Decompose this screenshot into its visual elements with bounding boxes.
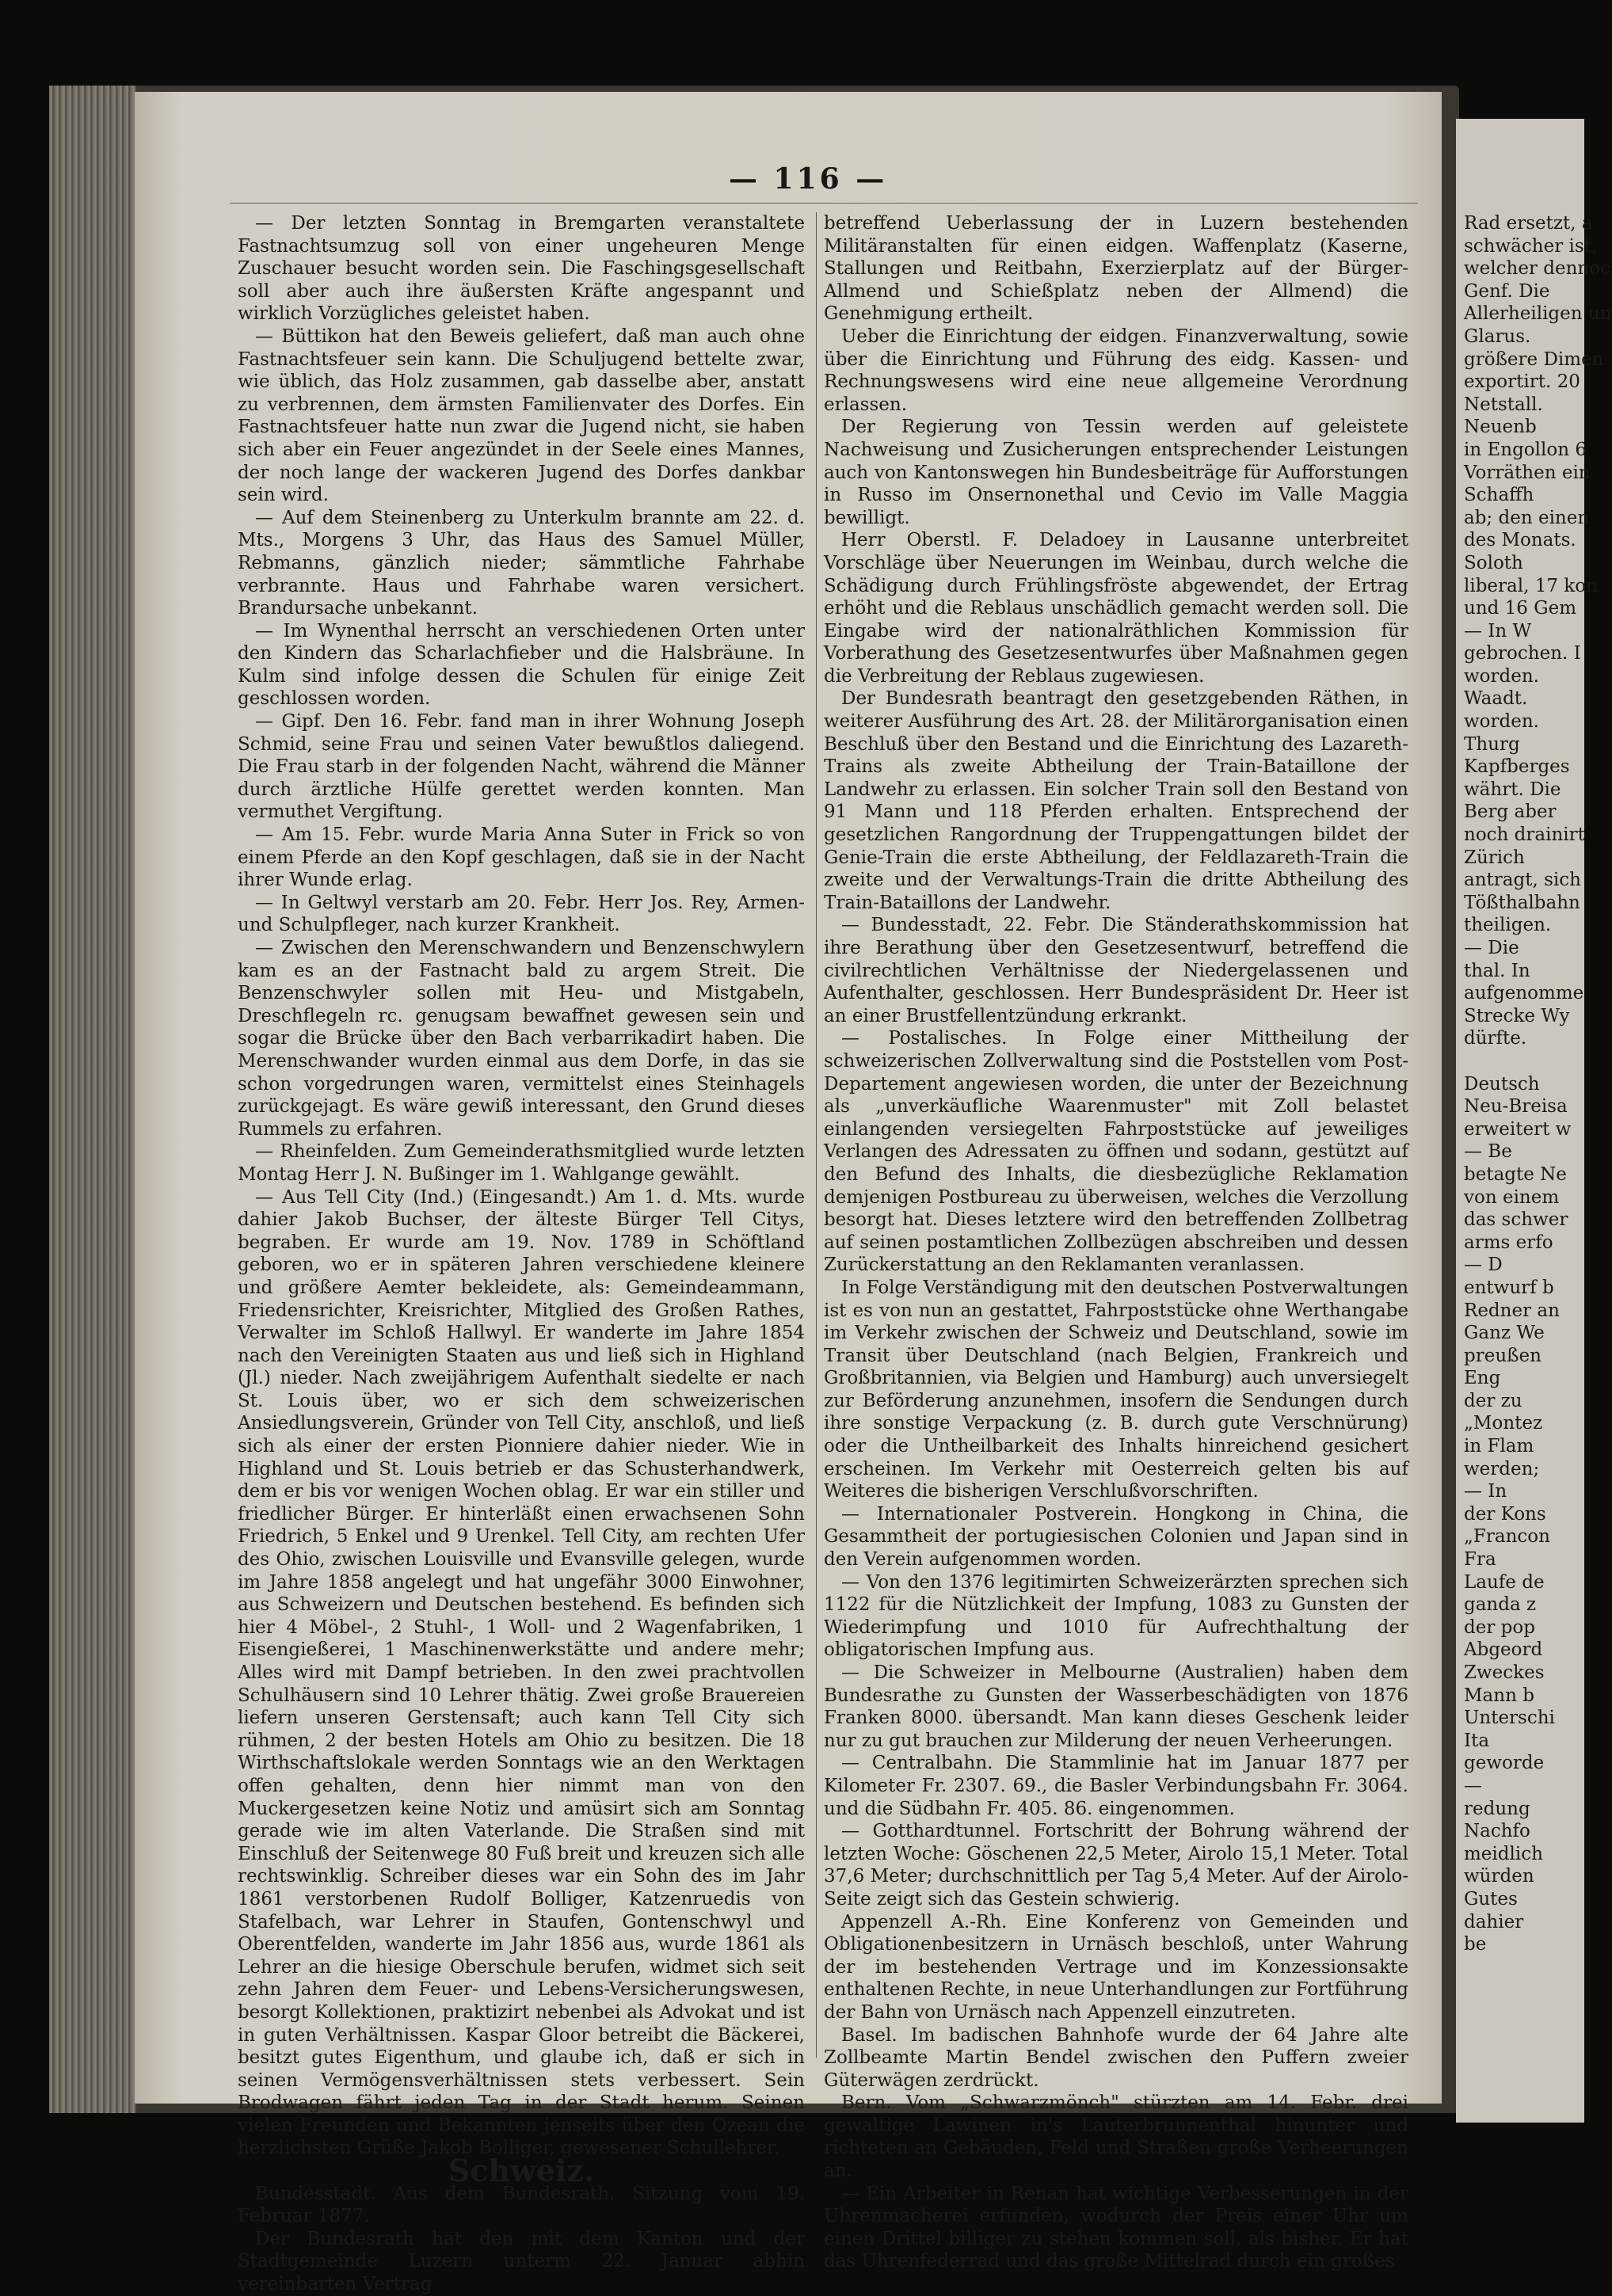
adjacent-line: Neuenb — [1464, 417, 1537, 438]
adjacent-line: Laufe de — [1464, 1571, 1545, 1593]
adjacent-line: Eng — [1464, 1368, 1501, 1389]
adjacent-line: dahier — [1464, 1911, 1524, 1932]
adjacent-line: preußen — [1464, 1345, 1541, 1366]
adjacent-line: Thurg — [1464, 733, 1520, 755]
adjacent-line: in Flam — [1464, 1436, 1534, 1457]
adjacent-line: und 16 Gem — [1464, 598, 1577, 619]
article: Ueber die Einrichtung der eidgen. Finanzverwaltung, sowie über die Einrichtung und Führung des eidg. Kassen- und Rechnungswesens wird eine neue allgemeine Verordnung erlassen. — [824, 326, 1408, 415]
adjacent-line: werden; — [1464, 1458, 1540, 1479]
adjacent-line: worden. — [1464, 711, 1539, 733]
article: — Der letzten Sonntag in Bremgarten veranstaltete Fastnachtsumzug soll von einer ungeheuren Menge Zuschauer besucht worden sein. Die Faschingsgesellschaft soll aber auch ihre äußersten Kräfte angespannt und wirklich Vorzügliches geleistet haben. — [238, 213, 805, 325]
adjacent-line: meidlich — [1464, 1843, 1543, 1864]
article: — Internationaler Postverein. Hongkong in China, die Gesammtheit der portugiesischen Colonien und Japan sind in den Verein aufgenommen worden. — [824, 1503, 1408, 1571]
article: — Zwischen den Merenschwandern und Benzenschwylern kam es an der Fastnacht bald zu argem Streit. Die Benzenschwyler sollen mit Heu- und Mistgabeln, Dreschflegeln rc. genugsam bewaffnet gewesen sein und sogar die Brücke über den Bach verbarrikadirt haben. Die Merenschwander wurden einmal aus dem Dorfe, in das sie schon vorgedrungen waren, vermittelst eines Steinhagels zurückgejagt. Es wäre gewiß interessant, den Grund dieses Rummels zu erfahren. — [238, 938, 805, 1140]
adjacent-line: Kapfberges — [1464, 756, 1570, 778]
article: Der Bundesrath beantragt den gesetzgebenden Räthen, in weiterer Ausführung des Art. 28. der Militärorganisation einen Beschluß über den Bestand und die Einrichtung des Lazareth-Trains als zweite Abtheilung der Train-Bataillone der Landwehr zu erlassen. Ein solcher Train soll den Bestand von 91 Mann und 118 Pferden erhalten. Entsprechend der gesetzlichen Rangordnung der Truppengattungen bildet der Genie-Train die erste Abtheilung, der Feldlazareth-Train die zweite und der Verwaltungs-Train die dritte Abtheilung des Train-Bataillons der Landwehr. — [824, 688, 1408, 913]
column-rule — [816, 212, 817, 2058]
adjacent-line: Ita — [1464, 1730, 1490, 1751]
adjacent-line: Neu-Breisa — [1464, 1096, 1568, 1118]
adjacent-line: Nachfo — [1464, 1821, 1530, 1842]
adjacent-line: des Monats. — [1464, 530, 1576, 551]
adjacent-line: theiligen. — [1464, 915, 1552, 936]
article: betreffend Ueberlassung der in Luzern bestehenden Militäranstalten für einen eidgen. Waffenplatz (Kaserne, Stallungen und Reitbahn, Exerzierplatz auf der Bürger-Allmend und Schießplatz neben der Allmend) die Genehmigung ertheilt. — [824, 213, 1408, 325]
adjacent-line: Rad ersetzt, a — [1464, 213, 1593, 234]
article: — Rheinfelden. Zum Gemeinderathsmitglied wurde letzten Montag Herr J. N. Bußinger im 1. Wahlgange gewählt. — [238, 1141, 805, 1185]
adjacent-page-text — [1464, 212, 1612, 1956]
page-edges — [49, 86, 136, 2113]
article: Appenzell A.-Rh. Eine Konferenz von Gemeinden und Obligationenbesitzern in Urnäsch beschloß, unter Wahrung der im bestehenden Vertrage und im Konzessionsakte enthaltenen Rechte, in neue Unterhandlungen zur Fortführung der Bahn von Urnäsch nach Appenzell einzutreten. — [824, 1911, 1408, 2023]
right-column — [824, 212, 1408, 2273]
article: — Büttikon hat den Beweis geliefert, daß man auch ohne Fastnachtsfeuer sein kann. Die Schuljugend bettelte zwar, wie üblich, das Holz zusammen, gab dasselbe aber, anstatt zu verbrennen, dem ärmsten Familienvater des Dorfes. Ein Fastnachtsfeuer hatte nun zwar die Jugend nicht, sie haben sich aber ein Feuer angezündet in der Seele eines Mannes, der noch lange der wackeren Jugend des Dorfes dankbar sein wird. — [238, 326, 805, 506]
adjacent-line: Tößthalbahn — [1464, 892, 1580, 913]
article: Herr Oberstl. F. Deladoey in Lausanne unterbreitet Vorschläge über Neuerungen im Weinbau, durch welche die Schädigung durch Frühlingsfröste abgewendet, der Ertrag erhöht und die Reblaus unschädlich gemacht werden soll. Die Eingabe wird der nationalräthlichen Kommission für Vorberathung des Gesetzesentwurfes über Maßnahmen gegen die Verbreitung der Reblaus zugewiesen. — [824, 530, 1408, 687]
adjacent-line: Abgeord — [1464, 1639, 1543, 1661]
adjacent-line: währt. Die — [1464, 779, 1561, 800]
adjacent-line: — Be — [1464, 1141, 1512, 1163]
adjacent-line: — — [1464, 1775, 1482, 1796]
adjacent-line: exportirt. 20 — [1464, 371, 1580, 393]
adjacent-line: Mann b — [1464, 1685, 1534, 1706]
adjacent-line: Zweckes — [1464, 1662, 1545, 1683]
article: Der Bundesrath hat den mit dem Kanton und der Stadtgemeinde Luzern unterm 22. Januar abhin vereinbarten Vertrag — [238, 2228, 805, 2295]
adjacent-line: „Francon — [1464, 1526, 1550, 1548]
article: — Auf dem Steinenberg zu Unterkulm brannte am 22. d. Mts., Morgens 3 Uhr, das Haus des Samuel Müller, Rebmanns, gänzlich nieder; sämmtliche Fahrhabe verbrannte. Haus und Fahrhabe waren versichert. Brandursache unbekannt. — [238, 507, 805, 619]
adjacent-line: arms erfo — [1464, 1232, 1553, 1253]
adjacent-line: der zu — [1464, 1390, 1522, 1411]
adjacent-line: der pop — [1464, 1616, 1535, 1638]
adjacent-line: Netstall. — [1464, 394, 1543, 415]
adjacent-line: noch drainirt — [1464, 824, 1585, 846]
adjacent-line: Vorräthen ein — [1464, 462, 1591, 483]
adjacent-line: worden. — [1464, 665, 1539, 687]
adjacent-line: größere Dimen — [1464, 348, 1604, 370]
adjacent-line: das schwer — [1464, 1209, 1568, 1231]
article: — Centralbahn. Die Stammlinie hat im Januar 1877 per Kilometer Fr. 2307. 69., die Basler Verbindungsbahn Fr. 3064. und die Südbahn Fr. 405. 86. eingenommen. — [824, 1753, 1408, 1819]
article: — Gipf. Den 16. Febr. fand man in ihrer Wohnung Joseph Schmid, seine Frau und seinen Vater bewußtlos daliegend. Die Frau starb in der folgenden Nacht, während die Männer durch ärztliche Hülfe gerettet werden konnten. Man vermuthet Vergiftung. — [238, 711, 805, 823]
adjacent-line: Unterschi — [1464, 1708, 1555, 1729]
adjacent-line: „Montez — [1464, 1413, 1543, 1434]
adjacent-line: würden — [1464, 1866, 1534, 1887]
section-title: Schweiz. — [448, 2153, 595, 2189]
article: — Aus Tell City (Ind.) (Eingesandt.) Am 1. d. Mts. wurde dahier Jakob Buchser, der älteste Bürger Tell Citys, begraben. Er wurde am 19. Nov. 1789 in Schöftland geboren, wo er in späteren Jahren verschiedene kleinere und größere Aemter bekleidete, als: Gemeindeammann, Friedensrichter, Kreisrichter, Mitglied des Großen Rathes, Verwalter im Schloß Hallwyl. Er wanderte im Jahre 1854 nach den Vereinigten Staaten aus und ließ sich in Highland (Jl.) nieder. Nach zweijährigem Aufenthalt siedelte er nach St. Louis über, wo er sich dem schweizerischen Ansiedlungsverein, Gründer von Tell City, anschloß, und ließ sich als einer der ersten Pionniere dahier nieder. Wie in Highland und St. Louis betrieb er das Schusterhandwerk, dem er bis vor wenigen Wochen oblag. Er war ein stiller und friedlicher Bürger. Er hinterläßt einen erwachsenen Sohn Friedrich, 5 Enkel und 9 Urenkel. Tell City, am rechten Ufer des Ohio, zwischen Louisville und Evansville gelegen, wurde im Jahre 1858 angelegt und hat ungefähr 3000 Einwohner, aus Schweizern und Deutschen bestehend. Es befinden sich hier 4 Möbel-, 2 Stuhl-, 1 Woll- und 2 Wagenfabriken, 1 Eisengießerei, 1 Maschinenwerkstätte und andere mehr; Alles wird mit Dampf betrieben. In den zwei prachtvollen Schulhäusern sind 10 Lehrer thätig. Zwei große Brauereien liefern unseren Gerstensaft; auch kann Tell City sich rühmen, 2 der besten Hotels am Ohio zu besitzen. Die 18 Wirthschaftslokale werden Sonntags wie an den Werktagen offen gehalten, denn hier nimmt man von den Muckergesetzen keine Notiz und amüsirt sich am Sonntag gerade wie im alten Vaterlande. Die Straßen sind mit Einschluß der Seitenwege 80 Fuß breit und kreuzen sich alle rechtswinklig. Schreiber dieses war ein Sohn des im Jahr 1861 verstorbenen Rudolf Bolliger, Katzenruedis von Stafelbach, war Lehrer in Staufen, Gontenschwyl und Oberentfelden, wanderte im Jahr 1856 aus, wurde 1861 als Lehrer an die hiesige Oberschule berufen, widmet sich seit zehn Jahren dem Feuer- und Lebens-Versicherungswesen, besorgt Kollektionen, praktizirt nebenbei als Advokat und ist in guten Verhältnissen. Kaspar Gloor betreibt die Bäckerei, besitzt gutes Eigenthum, und glaube ich, daß er sich in seinen Vermögensverhältnissen stets verbessert. Sein Brodwagen fährt jeden Tag in der Stadt herum. Seinen vielen Freunden und Bekannten jenseits über den Ozean die herzlichsten Grüße Jakob Bolliger, gewesener Schullehrer. — [238, 1186, 805, 2159]
adjacent-line: thal. In — [1464, 960, 1530, 981]
adjacent-line: Gutes — [1464, 1888, 1518, 1910]
adjacent-line: Genf. Die — [1464, 280, 1550, 302]
article: — Die Schweizer in Melbourne (Australien) haben dem Bundesrathe zu Gunsten der Wasserbeschädigten von 1876 Franken 8000. übersandt. Man kann dieses Geschenk leider nur zu gut brauchen zur Milderung der neuen Verheerungen. — [824, 1662, 1408, 1751]
adjacent-line: in Engollon 6 — [1464, 439, 1587, 460]
adjacent-line: aufgenomme — [1464, 983, 1584, 1004]
adjacent-line: liberal, 17 kon — [1464, 575, 1598, 596]
adjacent-line: ganda z — [1464, 1594, 1537, 1616]
article: — Von den 1376 legitimirten Schweizerärzten sprechen sich 1122 für die Nützlichkeit der Impfung, 1083 zu Gunsten der Wiederimpfung und 1010 für Aufrechthaltung der obligatorischen Impfung aus. — [824, 1571, 1408, 1661]
adjacent-line: betagte Ne — [1464, 1163, 1567, 1185]
adjacent-line: Ganz We — [1464, 1323, 1545, 1344]
adjacent-line: der Kons — [1464, 1503, 1546, 1525]
article: — Am 15. Febr. wurde Maria Anna Suter in Frick so von einem Pferde an den Kopf geschlagen, daß sie in der Nacht ihrer Wunde erlag. — [238, 824, 805, 891]
adjacent-line: ab; den einen — [1464, 507, 1590, 528]
adjacent-line: gebrochen. I — [1464, 643, 1581, 664]
adjacent-line: welcher dennoc — [1464, 258, 1610, 280]
adjacent-line: Allerheiligen un — [1464, 303, 1612, 325]
adjacent-line: — In W — [1464, 620, 1532, 642]
header-rule — [230, 203, 1418, 204]
adjacent-line: redung — [1464, 1798, 1530, 1819]
left-column — [238, 212, 805, 2296]
adjacent-line: Strecke Wy — [1464, 1005, 1570, 1026]
adjacent-line: — Die — [1464, 938, 1519, 958]
article: — Ein Arbeiter in Renan hat wichtige Verbesserungen in der Uhrenmacherei erfunden, wodurch der Preis einer Uhr um einen Drittel billiger zu stehen kommen soll, als bisher. Er hat das Uhrenfederrad und das große Mittelrad durch ein großes — [824, 2183, 1408, 2272]
article: Der Regierung von Tessin werden auf geleistete Nachweisung und Zusicherungen entsprechender Leistungen auch von Kantonswegen hin Bundesbeiträge für Aufforstungen in Russo im Onsernonethal und Cevio im Valle Maggia bewilligt. — [824, 417, 1408, 528]
adjacent-line: — In — [1464, 1481, 1507, 1502]
article: — Bundesstadt, 22. Febr. Die Ständerathskommission hat ihre Berathung über den Gesetzesentwurf, betreffend die civilrechtlichen Verhältnisse der Niedergelassenen und Aufenthalter, geschlossen. Herr Bundespräsident Dr. Heer ist an einer Brustfellentzündung erkrankt. — [824, 915, 1408, 1026]
adjacent-line: Redner an — [1464, 1300, 1560, 1321]
article: — Gotthardtunnel. Fortschritt der Bohrung während der letzten Woche: Göschenen 22,5 Meter, Airolo 15,1 Meter. Total 37,6 Meter; durchschnittlich per Tag 5,4 Meter. Auf der Airolo-Seite zeigt sich das Gestein schwierig. — [824, 1821, 1408, 1910]
adjacent-line: Glarus. — [1464, 326, 1531, 347]
adjacent-line: von einem — [1464, 1186, 1560, 1208]
article: — In Geltwyl verstarb am 20. Febr. Herr Jos. Rey, Armen- und Schulpfleger, nach kurzer Krankheit. — [238, 892, 805, 936]
adjacent-line: be — [1464, 1934, 1487, 1955]
adjacent-line: dürfte. — [1464, 1028, 1527, 1049]
adjacent-line: schwächer ist, — [1464, 235, 1598, 257]
article: — Postalisches. In Folge einer Mittheilung der schweizerischen Zollverwaltung sind die Poststellen vom Post-Departement angewiesen worden, die unter der Bezeichnung als „unverkäufliche Waarenmuster" mit Zoll belastet einlangenden versiegelten Fahrpoststücke auf jeweiliges Verlangen des Adressaten zu öffnen und sodann, gestützt auf den Befund des Inhalts, die diesbezügliche Reklamation demjenigen Postbureau zu überweisen, welches die Verzollung besorgt hat. Dieses letztere wird den betreffenden Zollbetrag auf seinen postamtlichen Zollbezügen abschreiben und dessen Zurückerstattung an den Reklamanten veranlassen. — [824, 1028, 1408, 1276]
article: Bern. Vom „Schwarzmönch" stürzten am 14. Febr. drei gewaltige Lawinen in's Lauterbrunnenthal hinunter und richteten an Gebäuden, Feld und Straßen große Verheerungen an. — [824, 2092, 1408, 2182]
adjacent-line: Zürich — [1464, 847, 1525, 868]
article: Basel. Im badischen Bahnhofe wurde der 64 Jahre alte Zollbeamte Martin Bendel zwischen den Puffern zweier Güterwägen zerdrückt. — [824, 2024, 1408, 2091]
adjacent-line: Fra — [1464, 1549, 1496, 1571]
adjacent-line: geworde — [1464, 1753, 1545, 1774]
adjacent-line — [1464, 1050, 1583, 1073]
adjacent-line: entwurf b — [1464, 1277, 1554, 1298]
adjacent-line: — D — [1464, 1255, 1503, 1276]
adjacent-line: erweitert w — [1464, 1118, 1572, 1140]
adjacent-line: Schaffh — [1464, 485, 1534, 506]
adjacent-line: Berg aber — [1464, 802, 1557, 823]
adjacent-line: Waadt. — [1464, 688, 1528, 710]
adjacent-line: Deutsch — [1464, 1073, 1540, 1095]
article: — Im Wynenthal herrscht an verschiedenen Orten unter den Kindern das Scharlachfieber und die Halsbräune. In Kulm sind infolge dessen die Schulen für einige Zeit geschlossen worden. — [238, 620, 805, 710]
adjacent-line: antragt, sich — [1464, 870, 1581, 891]
article: In Folge Verständigung mit den deutschen Postverwaltungen ist es von nun an gestattet, Fahrpoststücke ohne Werthangabe im Verkehr zwischen der Schweiz und Deutschland, sowie im Transit über Deutschland (nach Belgien, Frankreich und Großbritannien, via Belgien und Hamburg) auch unversiegelt zur Beförderung anzunehmen, insofern die Sendungen durch ihre sonstige Verpackung (z. B. durch gute Verschnürung) oder die Untheilbarkeit des Inhalts hinreichend gesichert erscheinen. Im Verkehr mit Oesterreich gelten bis auf Weiteres die bisherigen Verschlußvorschriften. — [824, 1277, 1408, 1502]
page-number: — 116 — — [729, 162, 888, 196]
article: Bundesstadt. Aus dem Bundesrath. Sitzung vom 19. Februar 1877. — [238, 2183, 805, 2227]
adjacent-line: Soloth — [1464, 552, 1523, 573]
